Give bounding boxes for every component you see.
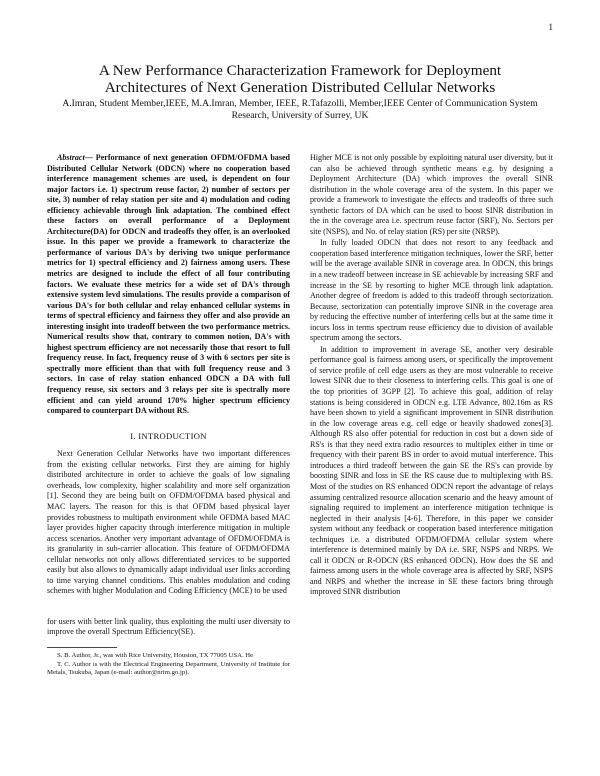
right-column	[310, 153, 553, 598]
intro-paragraph-continued: for users with better link quality, thus exploiting the multi user diversity to improve the overall Spectrum Efficiency(SE).	[47, 616, 290, 637]
body-paragraph: In addition to improvement in average SE, another very desirable performance goal is fairness among users, or specifically the improvement of service profile of cell edge users as they are most vulnerable to receive lowest SINR due to their closeness to interfering cells. This goal is one of the top priorities of 3GPP [2]. To achieve this goal, addition of relay stations is being considered in ODCN e.g. LTE Advance, 802.16m as RS have been shown to yield a significant improvement in SINR distribution in the low coverage areas e.g. cell edge or heavily shadowed zones[3]. Although RS also offer potential for reduction in cost but a down side of RS's is that they need extra radio resources to multiplex either in time or frequency with their parent BS in order to avoid mutual interference. This introduces a third tradeoff between the gain SE the RS's can provide by boosting SINR and loss in SE the RS cause due to multiplexing with BS. Most of the studies on RS enhanced ODCN report the advantage of relays assuming centralized resource allocation scenario and the heavy amount of signaling required to implement an interference mitigation technique is neglected in their analysis [4-6]. Therefore, in this paper we consider system without any feedback or cooperation based interference mitigation techniques i.e. a distributed OFDM/OFDMA cellular system where interference is determined mainly by DA i.e. SRF, NSPS and NRPS. We call it ODCN or R-ODCN (RS enhanced ODCN). How does the SE and fairness among users in the whole coverage area is affected by SRF, NSPS and NRPS and whether the increase in SE these factors bring through improved SINR distribution	[310, 344, 553, 597]
footnote-1: S. B. Author, Jr., was with Rice University, Houston, TX 77005 USA. He	[57, 651, 254, 659]
abstract	[47, 153, 290, 417]
abstract-lead: Abstract—	[57, 153, 93, 162]
paper-title: A New Performance Characterization Framework for Deployment Architectures of Next Generation Distributed Cellular Networks	[98, 62, 502, 96]
intro-paragraph: Next Generation Cellular Networks have two important differences from the existing cellular networks. First they are aiming for highly distributed architecture in order to achieve the goals of low signaling overheads, low complexity, higher scalability and more self organization [1]. Second they are being built on OFDM/OFDMA based physical and MAC layers. The reason for this is that OFDM based physical layer provides robustness to multipath environment while OFDMA based MAC layer provides higher capacity through interference mitigation in multiple access scenarios. Another very important advantage of OFDM/OFDMA is its granularity in sub-carrier allocation. This feature of OFDM/OFDMA cellular networks not only allows differentiated services to be supported easily but also allows to dynamically adapt individual user links according to time varying channel conditions. This enables modulation and coding schemes with higher Modulation and Coding Efficiency (MCE) to be used	[47, 449, 290, 596]
body-paragraph: Higher MCE is not only possible by exploiting natural user diversity, but it can also be achieved through synthetic means e.g. by designing a Deployment Architecture (DA) which improves the overall SINR distribution in the whole coverage area of the system. In this paper we provide a framework to investigate the effects and tradeoffs of three such synthetic factors of DA which can be used to boost SINR distribution in the in the coverage area i.e. spectrum reuse factor (SRF), No. Sectors per site (NSPS), and No. of relay station (RS) per site (NRSP).	[310, 153, 553, 236]
section-heading-introduction: I. INTRODUCTION	[130, 430, 207, 441]
abstract-text: Performance of next generation OFDM/OFDMA based Distributed Cellular Network (ODCN) where no cooperation based interference management schemes are used, is dependent on four major factors i.e. 1) spectrum reuse factor, 2) number of sectors per site, 3) number of relay station per site and 4) modulation and coding efficiency achievable through link adaptation. The combined effect these factors on overall performance of a Deployment Architecture(DA) for ODCN and tradeoffs they offer, is an overlooked issue. In this paper we provide a framework to characterize the performance of various DA's by deriving two unique performance metrics for 1) spectral efficiency and 2) fairness among users. These metrics are designed to include the effect of all four contributing factors. We evaluate these metrics for a wide set of DA's through extensive system levd simulations. The results provide a comparison of various DA's for both cellular and relay enhanced cellular systems in terms of spectral efficiency and fairness they offer and also provide an interesting insight into tradeoff between the two performance metrics. Numerical results show that, contrary to common notion, DA's with highest spectrum efficiency are not necessarily those that resort to full frequency reuse. In fact, frequency reuse of 3 with 6 sectors per site is spectrally more efficient than that with full frequency reuse and 3 sectors. In case of relay station enhanced ODCN a DA with full frequency reuse, six sectors and 3 relays per site is spectrally more efficient and can yield around 170% higher spectrum efficiency compared to counterpart DA without RS.	[47, 153, 290, 416]
left-column	[47, 153, 290, 678]
author-affiliation: A.Imran, Student Member,IEEE, M.A.Imran, Member, IEEE, R.Tafazolli, Member,IEEE Center of Communication System Research, University of Surrey, UK	[62, 98, 538, 122]
footnote-divider	[47, 647, 117, 648]
page-number: 1	[548, 22, 553, 32]
body-paragraph: In fully loaded ODCN that does not resort to any feedback and cooperation based interference mitigation techniques, lower the SRF, better will be the average available SINR in coverage area. In ODCN, this brings in a new tradeoff between increase in SE achievable by increasing SRF and increase in the SE by resorting to higher MCE through link adaptation. Another degree of freedom is added to this tradeoff through sectorization. Because, sectorization can potentially improve SINR in the coverage area by reducing the effective number of interfering cells but at the same time it incurs loss in terms spectrum reuse efficiency due to division of available spectrum among the sectors.	[310, 238, 553, 343]
spacer	[47, 597, 290, 617]
footnote-2: T. C. Author is with the Electrical Engineering Department, University of Institute for Metals, Tsukuba, Japan (e-mail: author@nrim.go.jp).	[47, 660, 290, 677]
